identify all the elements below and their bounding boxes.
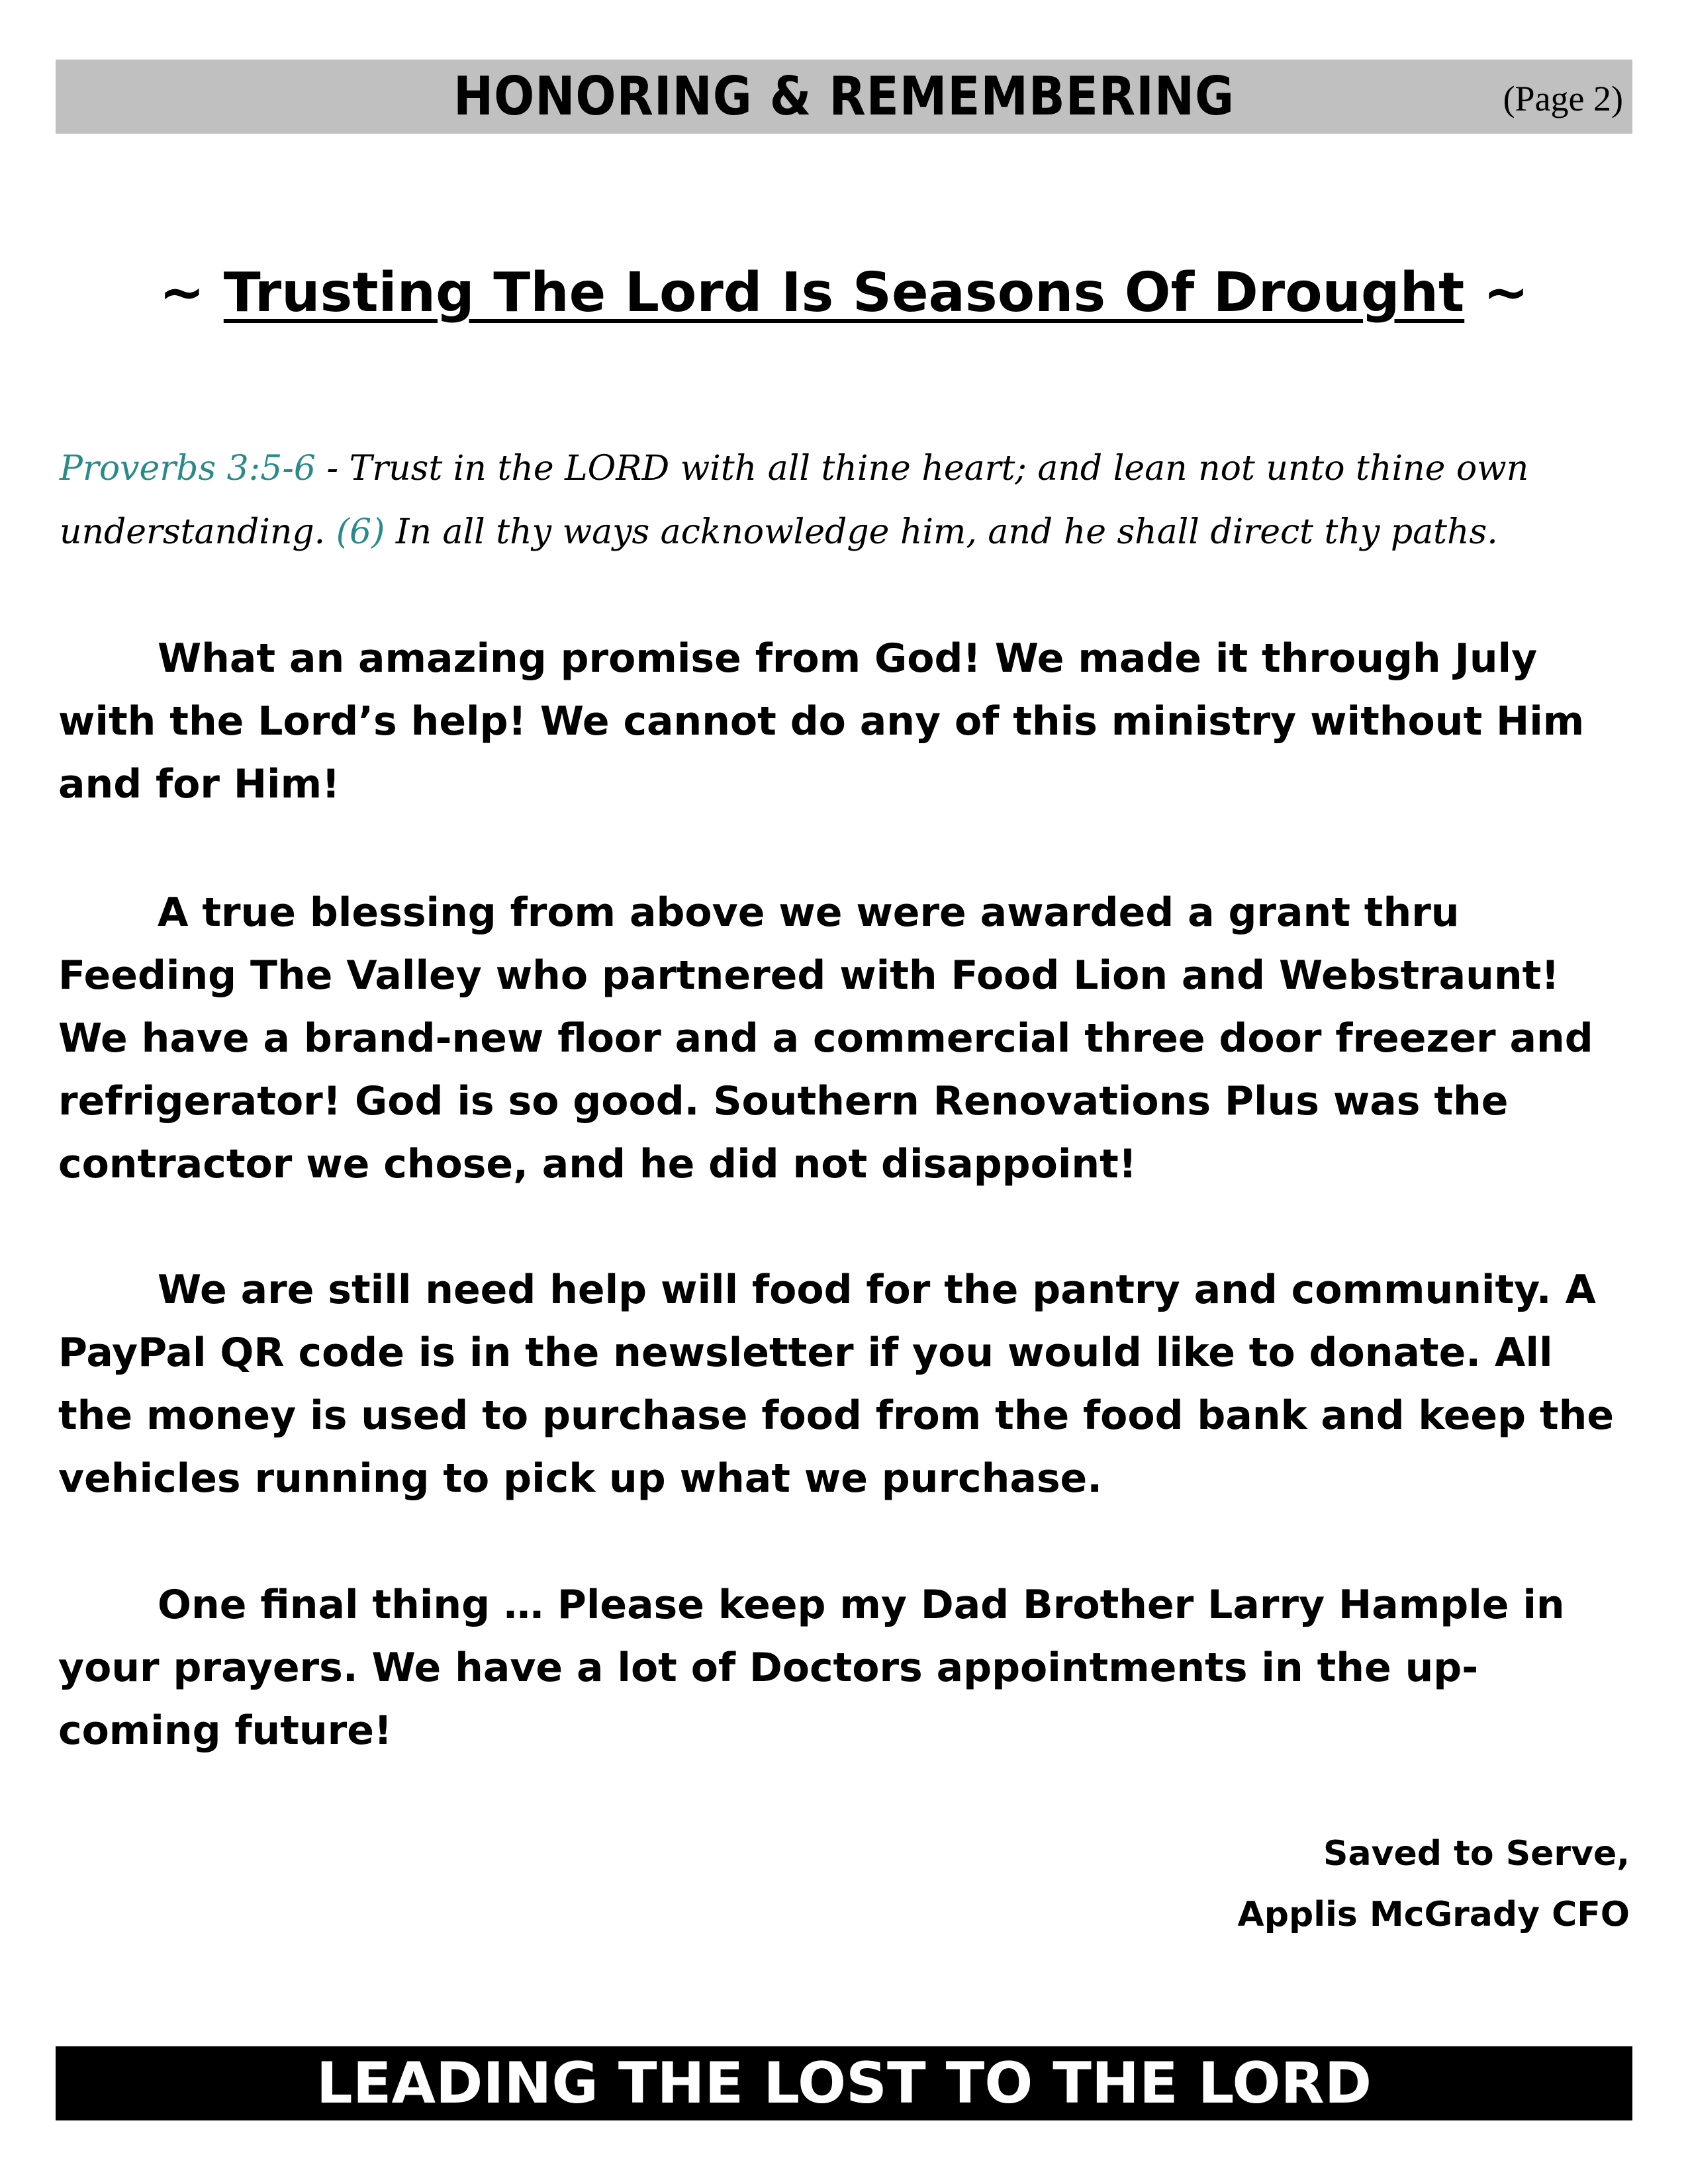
- title-text: Trusting The Lord Is Seasons Of Drought: [223, 261, 1465, 324]
- title-prefix: ~: [159, 261, 224, 324]
- verse-number: (6): [336, 512, 385, 552]
- signature-closing: Saved to Serve,: [1323, 1834, 1630, 1874]
- title-suffix: ~: [1464, 261, 1529, 324]
- paragraph-donation: We are still need help will food for the pantry and community. A PayPal QR code is in the newsletter if you would like to donate. All the money is used to purchase food from the food bank and keep the vehicles running to pick up what we purchase.: [58, 1267, 1615, 1502]
- header-bar: [56, 60, 1632, 134]
- signature-name: Applis McGrady CFO: [1237, 1895, 1630, 1934]
- footer-slogan: LEADING THE LOST TO THE LORD: [316, 2050, 1372, 2116]
- paragraph-grant: A true blessing from above we were awarded a grant thru Feeding The Valley who partnered with Food Lion and Webstraunt! We have a brand-new floor and a commercial three door freezer and refrigerator! God is so good. Southern Renovations Plus was the contractor we chose, and he did not disappoint!: [58, 889, 1593, 1187]
- footer-bar: [56, 2046, 1632, 2120]
- page-number: (Page 2): [1503, 79, 1623, 118]
- paragraph-promise: What an amazing promise from God! We made it through July with the Lord’s help! We cannot do any of this ministry without Him and for Him!: [58, 635, 1585, 807]
- signature-block: [1238, 1823, 1630, 1945]
- paragraph-prayer: One final thing … Please keep my Dad Brother Larry Hample in your prayers. We have a lot of Doctors appointments in the up-coming future!: [58, 1582, 1565, 1754]
- verse-reference: Proverbs 3:5-6: [60, 449, 316, 488]
- scripture-verse: [60, 437, 1632, 564]
- header-title: HONORING & REMEMBERING: [453, 66, 1235, 127]
- article-title: [56, 261, 1632, 324]
- verse-text-1: - Trust in the LORD with all thine heart; and lean not unto thine own understanding.: [60, 449, 1529, 552]
- verse-text-2: In all thy ways acknowledge him, and he shall direct thy paths.: [385, 512, 1498, 552]
